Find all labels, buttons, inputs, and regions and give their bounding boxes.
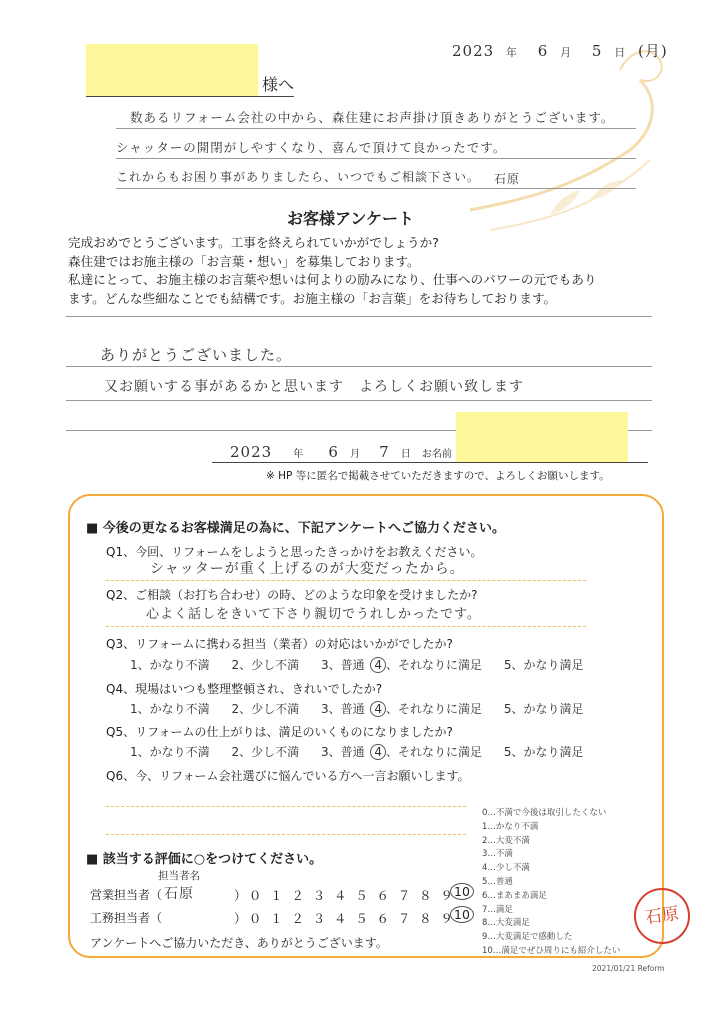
survey-intro-line-3: 私達にとって、お施主様のお言葉や想いは何よりの励みになり、仕事へのパワーの元でもあり [68,272,597,287]
rating-header: ■ 該当する評価に○をつけてください。 [86,852,323,867]
letter-rule-3 [116,188,636,189]
q4-option-4-circled: 4 [370,701,386,717]
comment-line-2: 又お願いする事があるかと思います よろしくお願い致します [104,379,524,395]
letter-rule-2 [116,158,636,159]
q5-option-2: 2、少し不満 [231,745,300,759]
comment-rule-1 [66,316,652,317]
sales-staff-label: 営業担当者（ [90,888,163,902]
question-4-options [130,700,584,717]
q4-option-4-label: 、それなりに満足 [386,702,483,716]
legend-9: 9…大変満足で感動した [482,932,573,943]
letter-line-3: これからもお困り事がありましたら、いつでもご相談下さい。 [116,170,481,184]
sales-score-scale: ）０ １ ２ ３ ４ ５ ６ ７ ８ ９ [234,888,456,903]
sales-score-10-circled: 10 [450,883,474,900]
form-footer: 2021/01/21 Reform [592,964,665,973]
redacted-signer-name [456,412,628,462]
thanks-text: アンケートへご協力いただき、ありがとうございます。 [90,936,388,950]
legend-10: 10…満足でぜひ周りにも紹介したい [482,945,621,956]
q5-option-3: 3、普通 [320,745,365,759]
legend-8: 8…大変満足 [482,918,530,929]
survey-intro-line-4: ます。どんな些細なことでも結構です。お施主様の「お言葉」をお待ちしております。 [68,290,557,306]
letter-date-year-unit: 年 [505,46,518,59]
letter-signature: 石原 [494,172,521,186]
comment-rule-3 [66,400,652,401]
survey-intro-line-1: 完成おめでとうございます。工事を終えられていかがでしょうか? [68,235,439,250]
work-staff-label: 工務担当者（ [90,911,163,925]
legend-1: 1…かなり不満 [482,821,539,832]
letter-line-1: 数あるリフォーム会社の中から、森住建にお声掛け頂きありがとうございます。 [130,110,615,125]
question-5: Q5、リフォームの仕上がりは、満足のいくものになりましたか? [106,725,453,739]
legend-2: 2…大変不満 [482,835,530,846]
redacted-customer-name [86,44,258,96]
staff-name-label: 担当者名 [158,870,200,882]
q5-option-4-label: 、それなりに満足 [386,745,483,759]
sales-staff-name: 石原 [164,886,194,902]
question-5-options [130,743,584,760]
legend-3: 3…不満 [482,849,513,860]
q3-option-5: 5、かなり満足 [503,658,584,672]
stamp-text: 石原 [643,903,681,929]
q3-option-4-circled: 4 [370,657,386,673]
answer-2: 心よく話しをきいて下さり親切でうれしかったです。 [146,607,481,622]
anonymity-note: ※ HP 等に匿名で掲載させていただきますので、よろしくお願いします。 [266,470,610,482]
rating-legend [482,807,620,959]
q5-option-5: 5、かなり満足 [503,745,584,759]
survey-intro [68,234,596,308]
salutation: 様へ [262,75,295,94]
legend-0: 0…不満で今後は取引したくない [482,808,607,818]
q4-option-5: 5、かなり満足 [503,702,584,716]
answer-6-line-1 [106,806,466,807]
sign-date-year: 2023 [230,443,273,461]
comment-line-1: ありがとうございました。 [100,346,293,364]
answer-6-line-2 [106,834,466,835]
work-score-10-circled: 10 [450,906,474,923]
letter-date-day: 5 [591,42,603,60]
letter-date-day-unit: 日 [614,46,627,59]
letter-date-month-unit: 月 [560,46,573,59]
sign-date [230,442,452,461]
sign-date-year-unit: 年 [293,449,304,460]
answer-2-line [106,626,586,627]
comment-rule-2 [66,366,652,367]
legend-6: 6…まあまあ満足 [482,890,547,901]
q3-option-4-label: 、それなりに満足 [386,658,483,672]
sign-underline [212,462,648,463]
sign-date-day: 7 [379,443,390,461]
sign-date-month: 6 [328,443,339,461]
legend-4: 4…少し不満 [482,863,530,874]
q4-option-3: 3、普通 [320,702,365,716]
answer-1: シャッターが重く上げるのが大変だったから。 [150,561,465,577]
question-3: Q3、リフォームに携わる担当（業者）の対応はいかがでしたか? [106,637,453,651]
q5-option-1: 1、かなり不満 [130,745,210,759]
letter-line-2: シャッターの開閉がしやすくなり、喜んで頂けて良かったです。 [116,140,507,155]
questionnaire-header: ■ 今後の更なるお客様満足の為に、下記アンケートへご協力ください。 [86,521,506,536]
letter-date-month: 6 [537,42,549,60]
legend-7: 7…満足 [482,904,513,915]
sign-date-month-unit: 月 [350,449,361,460]
sign-name-label: お名前 [421,449,452,460]
q4-option-1: 1、かなり不満 [130,702,210,716]
question-3-options [130,656,584,673]
question-1: Q1、今回、リフォームをしようと思ったきっかけをお教えください。 [106,545,483,559]
question-6: Q6、今、リフォーム会社選びに悩んでいる方へ一言お願いします。 [106,769,470,783]
q3-option-1: 1、かなり不満 [130,658,210,672]
letter-rule-1 [116,128,636,129]
work-score-scale: ）０ １ ２ ３ ４ ５ ６ ７ ８ ９ [234,911,456,926]
letter-date-weekday: (月) [637,42,668,60]
q5-option-4-circled: 4 [370,744,386,760]
letter-date [452,40,668,61]
question-2: Q2、ご相談（お打ち合わせ）の時、どのような印象を受けましたか? [106,588,478,602]
survey-intro-line-2: 森住建ではお施主様の「お言葉・想い」を募集しております。 [68,253,420,269]
legend-5: 5…普通 [482,876,513,887]
q3-option-3: 3、普通 [320,658,365,672]
survey-title: お客様アンケート [287,209,415,228]
letter-date-year: 2023 [452,42,495,60]
q3-option-2: 2、少し不満 [231,658,300,672]
q4-option-2: 2、少し不満 [231,702,300,716]
sign-date-day-unit: 日 [400,449,411,460]
salutation-underline [86,96,294,97]
question-4: Q4、現場はいつも整理整頓され、きれいでしたか? [106,682,383,696]
answer-1-line [106,580,586,581]
